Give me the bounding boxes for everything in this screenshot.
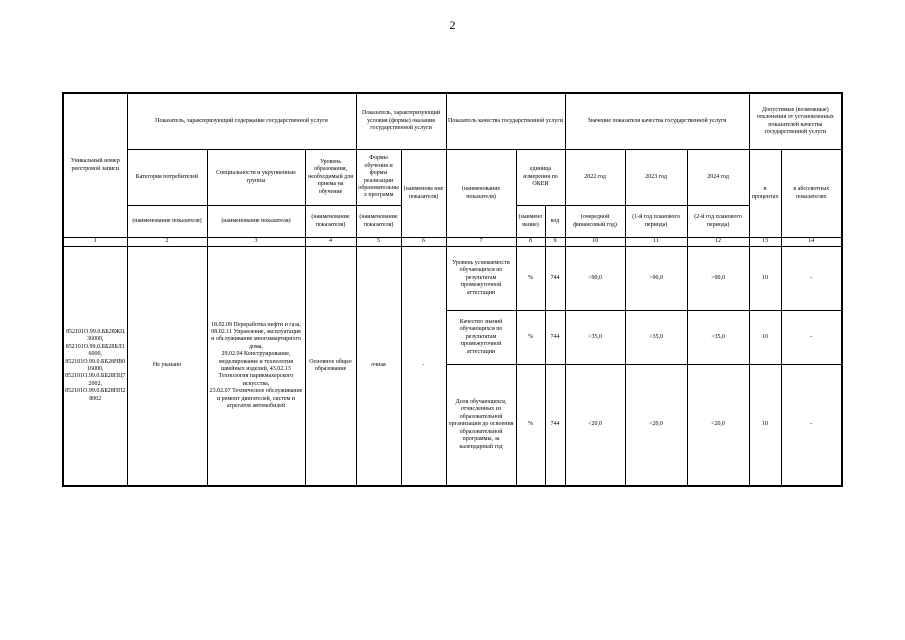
value-2024-cell: >35,0 xyxy=(687,311,749,365)
header-quality-name: (наименование показателя) xyxy=(446,150,516,238)
subheader-forms: (наименование показателя) xyxy=(356,206,401,238)
deviation-percent-cell: 10 xyxy=(749,365,781,487)
education-level-cell: Основное общее образование xyxy=(305,247,356,487)
deviation-percent-cell: 10 xyxy=(749,311,781,365)
page-number: 2 xyxy=(449,18,456,32)
subheader-level: (наименование показателя) xyxy=(305,206,356,238)
column-number: 1 xyxy=(63,238,127,247)
subheader-2022: (очередной финансовый год) xyxy=(565,206,625,238)
column-number: 8 xyxy=(516,238,545,247)
column-number: 14 xyxy=(781,238,842,247)
specialty-cell: 18.02.09 Переработка нефти и газа, 08.02.11 Управление, эксплуатация и обслуживание многоквартирного дома, 29.02.04 Конструирование, моделирование и технология швейных изделий, 43.02.13 Технология парикмахерского искусства, 23.02.07 Техническое обслуживание и ремонт двигателей, систем и агрегатов автомобилей xyxy=(207,247,305,487)
column-number: 2 xyxy=(127,238,207,247)
value-2024-cell: >90,0 xyxy=(687,247,749,311)
deviation-absolute-cell: - xyxy=(781,365,842,487)
header-year-2023: 2023 год xyxy=(625,150,687,206)
value-2022-cell: >90,0 xyxy=(565,247,625,311)
deviation-absolute-cell: - xyxy=(781,247,842,311)
education-form-cell: очная xyxy=(356,247,401,487)
header-in-percent: в процентах xyxy=(749,150,781,238)
value-2023-cell: >35,0 xyxy=(625,311,687,365)
column-number: 3 xyxy=(207,238,305,247)
column-number: 13 xyxy=(749,238,781,247)
form-extra-cell: - xyxy=(401,247,446,487)
column-number: 9 xyxy=(545,238,565,247)
header-conditions-group: Показатель, характеризующий условия (формы) оказания государственной услуги xyxy=(356,93,446,150)
consumer-category-cell: Не указано xyxy=(127,247,207,487)
quality-indicators-table xyxy=(62,92,843,487)
unit-cell: % xyxy=(516,365,545,487)
header-content-group: Показатель, характеризующий содержание государственной услуги xyxy=(127,93,356,150)
subheader-unit-code: код xyxy=(545,206,565,238)
indicator-name-cell: Доля обучающихся, отчисленных из образовательной организации до освоения образовательной программы, за календарный год xyxy=(446,365,516,487)
header-in-absolute: в абсолютных показателях xyxy=(781,150,842,238)
value-2022-cell: <20,0 xyxy=(565,365,625,487)
value-2024-cell: <20,0 xyxy=(687,365,749,487)
header-forms: Формы обучения и формы реализации образовательных программ xyxy=(356,150,401,206)
deviation-percent-cell: 10 xyxy=(749,247,781,311)
header-year-2022: 2022 год xyxy=(565,150,625,206)
column-number: 12 xyxy=(687,238,749,247)
subheader-unit-name: (наименование) xyxy=(516,206,545,238)
column-number: 4 xyxy=(305,238,356,247)
column-number: 11 xyxy=(625,238,687,247)
column-number: 7 xyxy=(446,238,516,247)
unit-code-cell: 744 xyxy=(545,365,565,487)
unit-code-cell: 744 xyxy=(545,311,565,365)
registry-codes-cell: 852101О.99.0.ББ28ЖЦ36000, 852101О.99.0.ББ28БЛ16000, 852101О.99.0.ББ28НВ016000, 852101О.99.0.ББ28ПЦ72002, 852101О.99.0.ББ28НП28002 xyxy=(63,247,127,487)
header-unit: единица измерения по ОКЕИ xyxy=(516,150,565,206)
header-year-2024: 2024 год xyxy=(687,150,749,206)
value-2023-cell: <20,0 xyxy=(625,365,687,487)
indicator-name-cell: Качество знаний обучающихся по результатам промежуточной аттестации xyxy=(446,311,516,365)
header-specialty: Специальности и укрупненные группы xyxy=(207,150,305,206)
value-2023-cell: >90,0 xyxy=(625,247,687,311)
header-quality-group: Показатель качества государственной услуги xyxy=(446,93,565,150)
subheader-specialty: (наименование показателя) xyxy=(207,206,305,238)
header-category: Категория потребителей xyxy=(127,150,207,206)
header-registry-number: Уникальный номер реестровой записи xyxy=(63,93,127,238)
unit-cell: % xyxy=(516,247,545,311)
column-number: 6 xyxy=(401,238,446,247)
value-2022-cell: >35,0 xyxy=(565,311,625,365)
column-number: 10 xyxy=(565,238,625,247)
unit-cell: % xyxy=(516,311,545,365)
header-education-level: Уровень образования, необходимый для приема на обучение xyxy=(305,150,356,206)
header-values-group: Значение показателя качества государственной услуги xyxy=(565,93,749,150)
header-deviation-group: Допустимые (возможные) отклонения от установленных показателей качества государственной услуги xyxy=(749,93,842,150)
subheader-2024: (2-й год планового периода) xyxy=(687,206,749,238)
deviation-absolute-cell: - xyxy=(781,311,842,365)
subheader-2023: (1-й год планового периода) xyxy=(625,206,687,238)
column-number: 5 xyxy=(356,238,401,247)
subheader-category: (наименование показателя) xyxy=(127,206,207,238)
indicator-name-cell: Уровень успеваемости обучающихся по результатам промежуточной аттестации xyxy=(446,247,516,311)
unit-code-cell: 744 xyxy=(545,247,565,311)
header-name-indicator: (наименова ние показателя) xyxy=(401,150,446,238)
